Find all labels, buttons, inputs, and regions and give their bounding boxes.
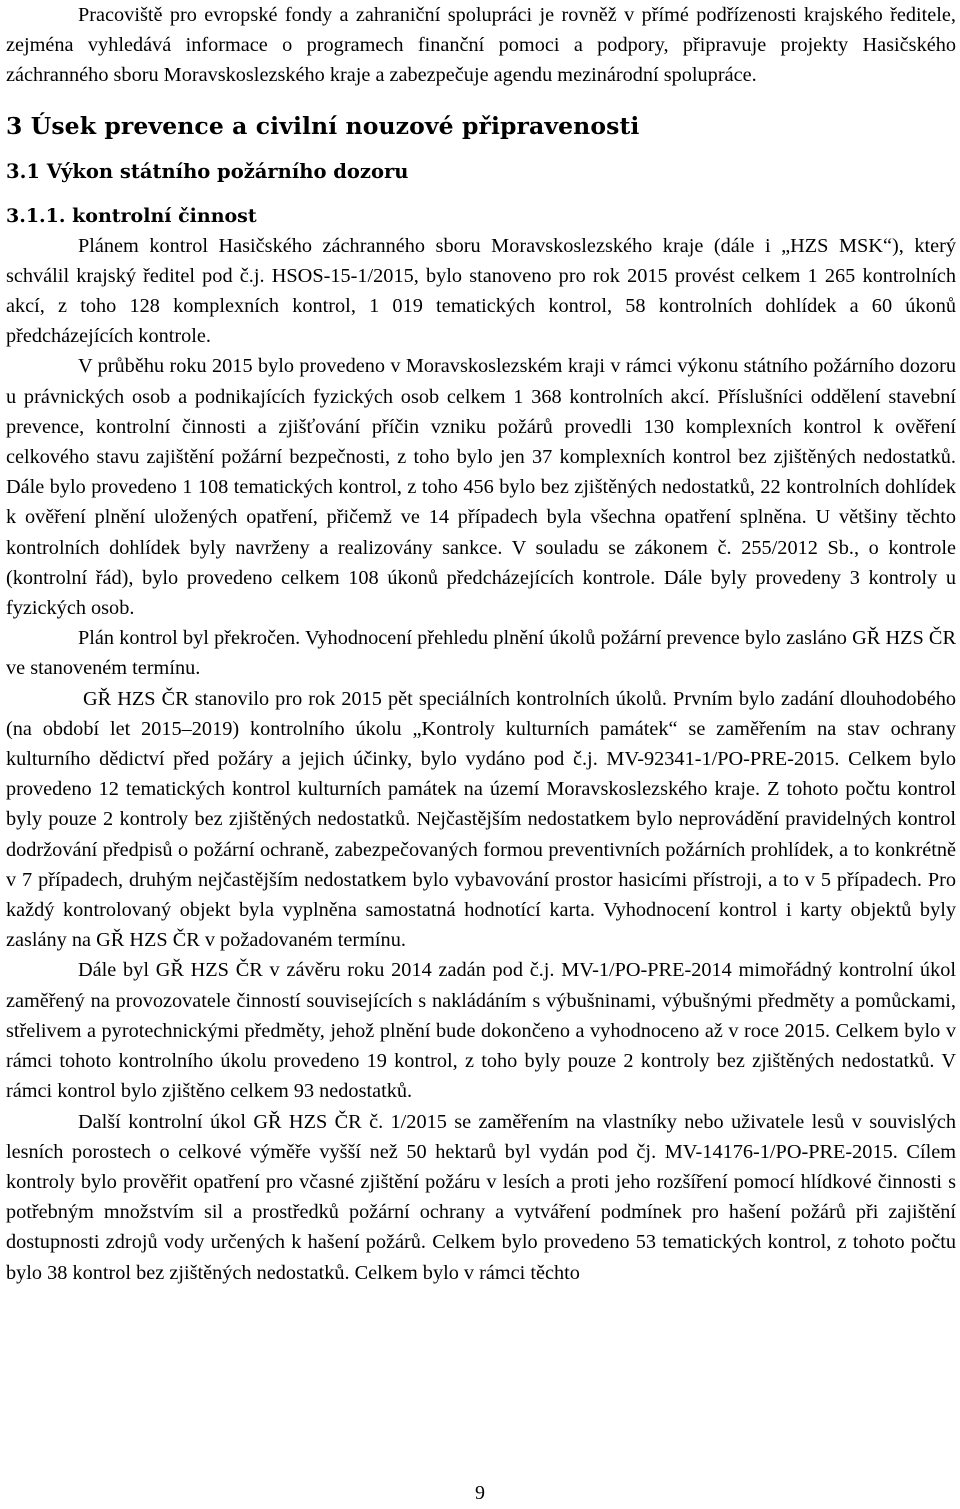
body-paragraph: Dále byl GŘ HZS ČR v závěru roku 2014 zadán pod č.j. MV-1/PO-PRE-2014 mimořádný kontrolní úkol zaměřený na provozovatele činností souvisejících s nakládáním s výbušninami, výbušnými předměty a pomůckami, střelivem a pyrotechnickými předměty, jehož plnění bude dokončeno a vyhodnoceno až v roce 2015. Celkem bylo v rámci tohoto kontrolního úkolu provedeno 19 kontrol, z toho byly pouze 2 kontroly bez zjištěných nedostatků. V rámci kontrol bylo zjištěno celkem 93 nedostatků. [6, 959, 956, 1103]
body-paragraph: Plánem kontrol Hasičského záchranného sboru Moravskoslezského kraje (dále i „HZS MSK“), který schválil krajský ředitel pod č.j. HSOS-15-1/2015, bylo stanoveno pro rok 2015 provést celkem 1 265 kontrolních akcí, z toho 128 komplexních kontrol, 1 019 tematických kontrol, 58 kontrolních dohlídek a 60 úkonů předcházejících kontrole. [6, 234, 956, 348]
intro-paragraph: Pracoviště pro evropské fondy a zahraniční spolupráci je rovněž v přímé podřízenosti krajského ředitele, zejména vyhledává informace o programech finanční pomoci a podpory, připravuje projekty Hasičského záchranného sboru Moravskoslezského kraje a zabezpečuje agendu mezinárodní spolupráce. [6, 4, 956, 87]
body-paragraph: Další kontrolní úkol GŘ HZS ČR č. 1/2015 se zaměřením na vlastníky nebo uživatele lesů v souvislých lesních porostech o celkové výměře vyšší než 50 hektarů byl vydán pod čj. MV-14176-1/PO-PRE-2015. Cílem kontroly bylo prověřit opatření pro včasné zjištění požáru v lesích a proti jeho rozšíření pomocí hlídkové činnosti s potřebným množstvím sil a prostředků požární ochrany a vytváření podmínek pro hašení požárů při zajištění dostupnosti zdrojů vody určených k hašení požárů. Celkem bylo provedeno 53 tematických kontrol, z tohoto počtu bylo 38 kontrol bez zjištěných nedostatků. Celkem bylo v rámci těchto [6, 1110, 956, 1284]
section-heading: 3.1 Výkon státního požárního dozoru [6, 159, 409, 183]
body-paragraph: V průběhu roku 2015 bylo provedeno v Moravskoslezském kraji v rámci výkonu státního požárního dozoru u právnických osob a podnikajících fyzických osob celkem 1 368 kontrolních akcí. Příslušníci oddělení stavební prevence, kontrolní činnosti a zjišťování příčin vzniku požárů provedli 130 komplexních kontrol k ověření celkového stavu zajištění požární bezpečnosti, z toho bylo jen 37 komplexních kontrol bez zjištěných nedostatků. Dále bylo provedeno 1 108 tematických kontrol, z toho 456 bylo bez zjištěných nedostatků, 22 kontrolních dohlídek k ověření plnění uložených opatření, přičemž ve 14 případech byla všechna opatření splněna. U většiny těchto kontrolních dohlídek byly navrženy a realizovány sankce. V souladu se zákonem č. 255/2012 Sb., o kontrole (kontrolní řád), bylo provedeno celkem 108 úkonů předcházejících kontrole. Dále byly provedeny 3 kontroly u fyzických osob. [6, 355, 956, 620]
chapter-heading: 3 Úsek prevence a civilní nouzové připravenosti [6, 111, 640, 140]
body-paragraph: GŘ HZS ČR stanovilo pro rok 2015 pět speciálních kontrolních úkolů. Prvním bylo zadání dlouhodobého (na období let 2015–2019) kontrolního úkolu „Kontroly kulturních památek“ se zaměřením na stav ochrany kulturního dědictví před požáry a jejich účinky, bylo vydáno pod č.j. MV-92341-1/PO-PRE-2015. Celkem bylo provedeno 12 tematických kontrol kulturních památek na území Moravskoslezského kraje. Z tohoto počtu kontrol byly pouze 2 kontroly bez zjištěných nedostatků. Nejčastějším nedostatkem bylo neprovádění pravidelných kontrol dodržování předpisů o požární ochraně, zabezpečovaných formou preventivních požárních prohlídek, a to konkrétně v 7 případech, druhým nejčastějším nedostatkem bylo vybavování prostor hasicími přístroji, a to v 5 případech. Pro každý kontrolovaný objekt byla vyplněna samostatná hodnotící karta. Vyhodnocení kontrol i karty objektů byly zaslány na GŘ HZS ČR v požadovaném termínu. [6, 687, 956, 952]
page-number: 9 [475, 1482, 485, 1504]
body-paragraph: Plán kontrol byl překročen. Vyhodnocení přehledu plnění úkolů požární prevence bylo zasláno GŘ HZS ČR ve stanoveném termínu. [6, 627, 956, 680]
subsection-heading: 3.1.1. kontrolní činnost [6, 204, 257, 227]
